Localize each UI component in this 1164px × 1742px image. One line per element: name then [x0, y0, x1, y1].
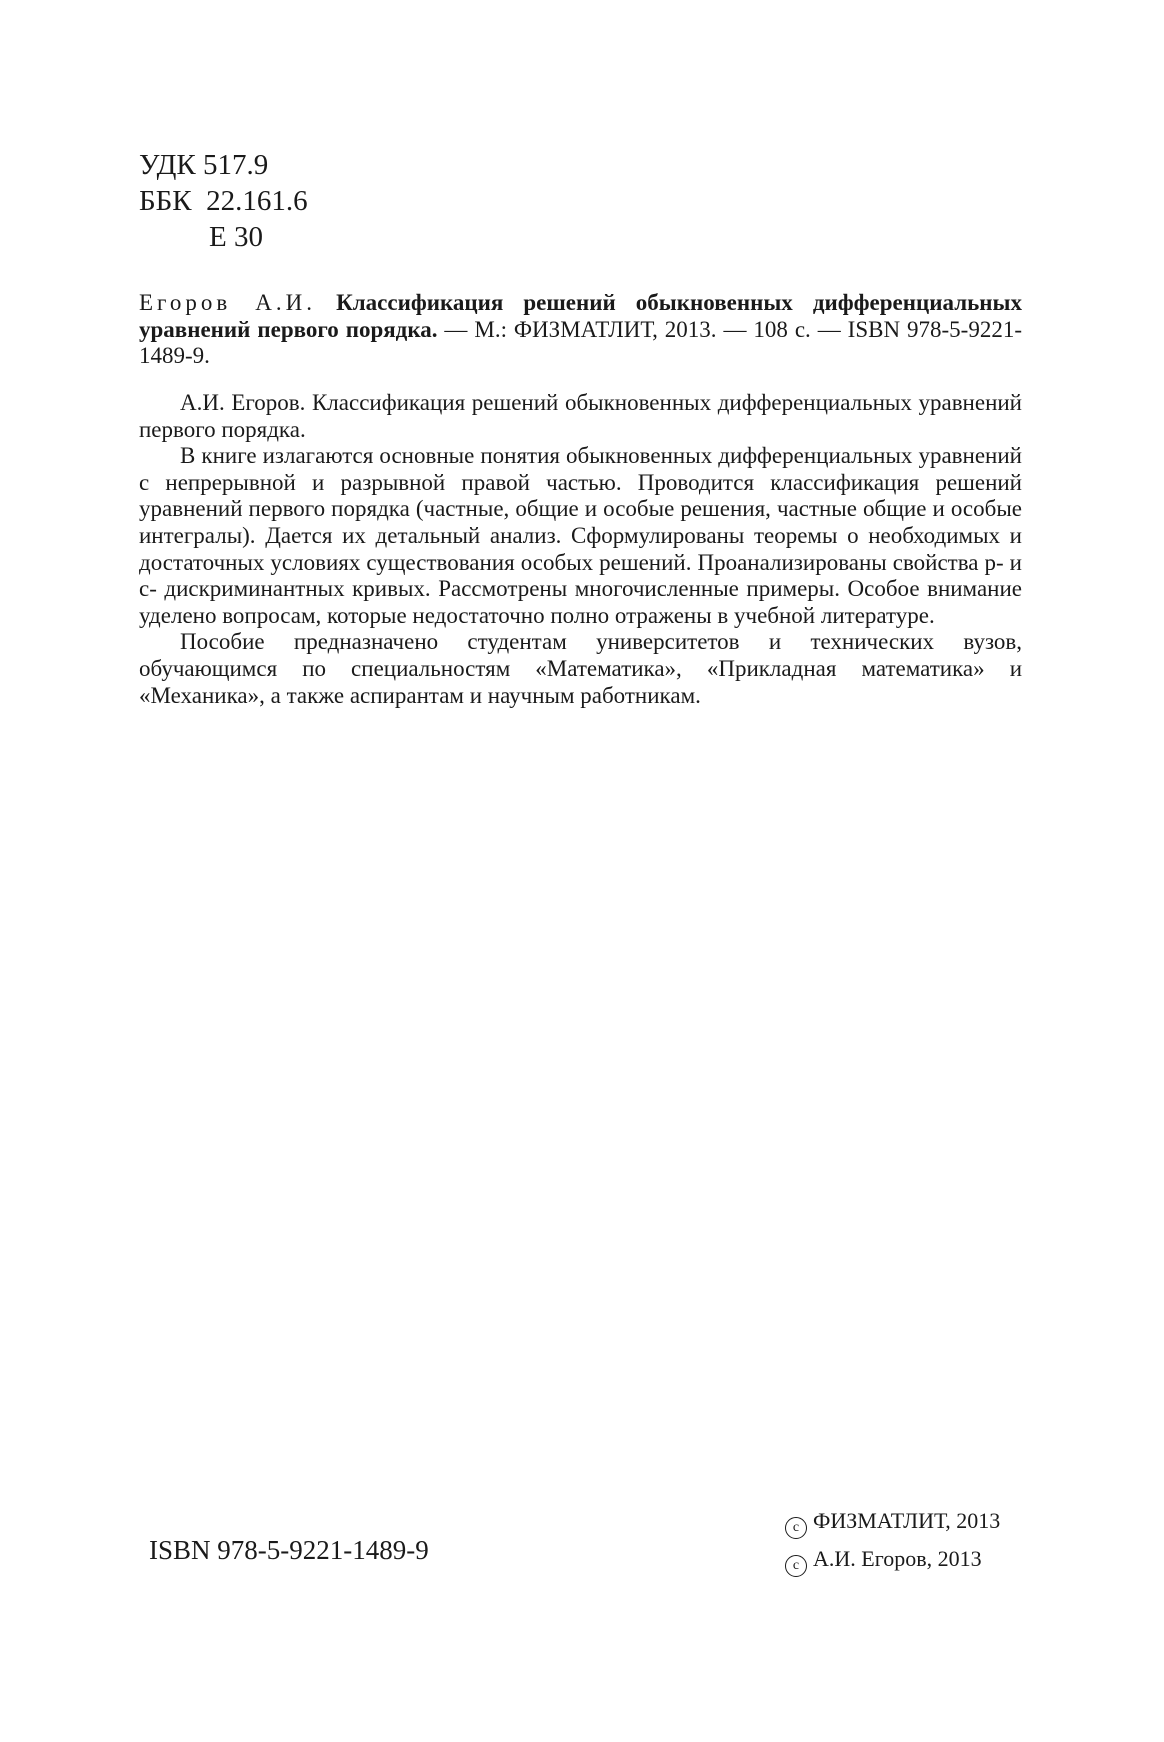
isbn: ISBN 978-5-9221-1489-9: [149, 1535, 429, 1565]
udk-code: УДК 517.9: [139, 149, 269, 181]
copyright-icon: c: [785, 1517, 807, 1539]
citation-imprint: — М.: ФИЗМАТЛИТ, 2013. — 108 с. — ISBN 978-5-9221-1489-9.: [139, 316, 1023, 369]
author-mark: Е 30: [209, 221, 263, 253]
copyright-icon: c: [785, 1555, 807, 1577]
abstract-paragraph: Пособие предназначено студентам университетов и технических вузов, обучающимся по специальностям «Математика», «Прикладная математика» и «Механика», а также аспирантам и научным работникам.: [139, 629, 1022, 708]
copyright-line: [785, 1540, 1000, 1578]
abstract-paragraph: В книге излагаются основные понятия обыкновенных дифференциальных уравнений с непрерывной и разрывной правой частью. Проводится классификация решений уравнений первого порядка (частные, общие и особые решения, частные общие и особые интегралы). Дается их детальный анализ. Сформулированы теоремы о необходимых и достаточных условиях существования особых решений. Проанализированы свойства p- и c- дискриминантных кривых. Рассмотрены многочисленные примеры. Особое внимание уделено вопросам, которые недостаточно полно отражены в учебной литературе.: [139, 443, 1022, 628]
bbk-code: ББК 22.161.6: [139, 185, 308, 217]
abstract-paragraph: А.И. Егоров. Классификация решений обыкновенных дифференциальных уравнений первого порядка.: [139, 390, 1022, 442]
citation-author: Егоров А.И.: [139, 290, 317, 315]
classification-codes: [139, 147, 308, 255]
copyright-block: [785, 1502, 1000, 1578]
copyright-line: [785, 1502, 1000, 1540]
bibliographic-citation: [139, 290, 1022, 370]
copyright-holder: А.И. Егоров, 2013: [813, 1546, 982, 1571]
abstract: [139, 390, 1022, 709]
copyright-holder: ФИЗМАТЛИТ, 2013: [813, 1508, 1001, 1533]
citation-title: Классификация решений обыкновенных дифференциальных уравнений первого порядка.: [139, 290, 1022, 342]
